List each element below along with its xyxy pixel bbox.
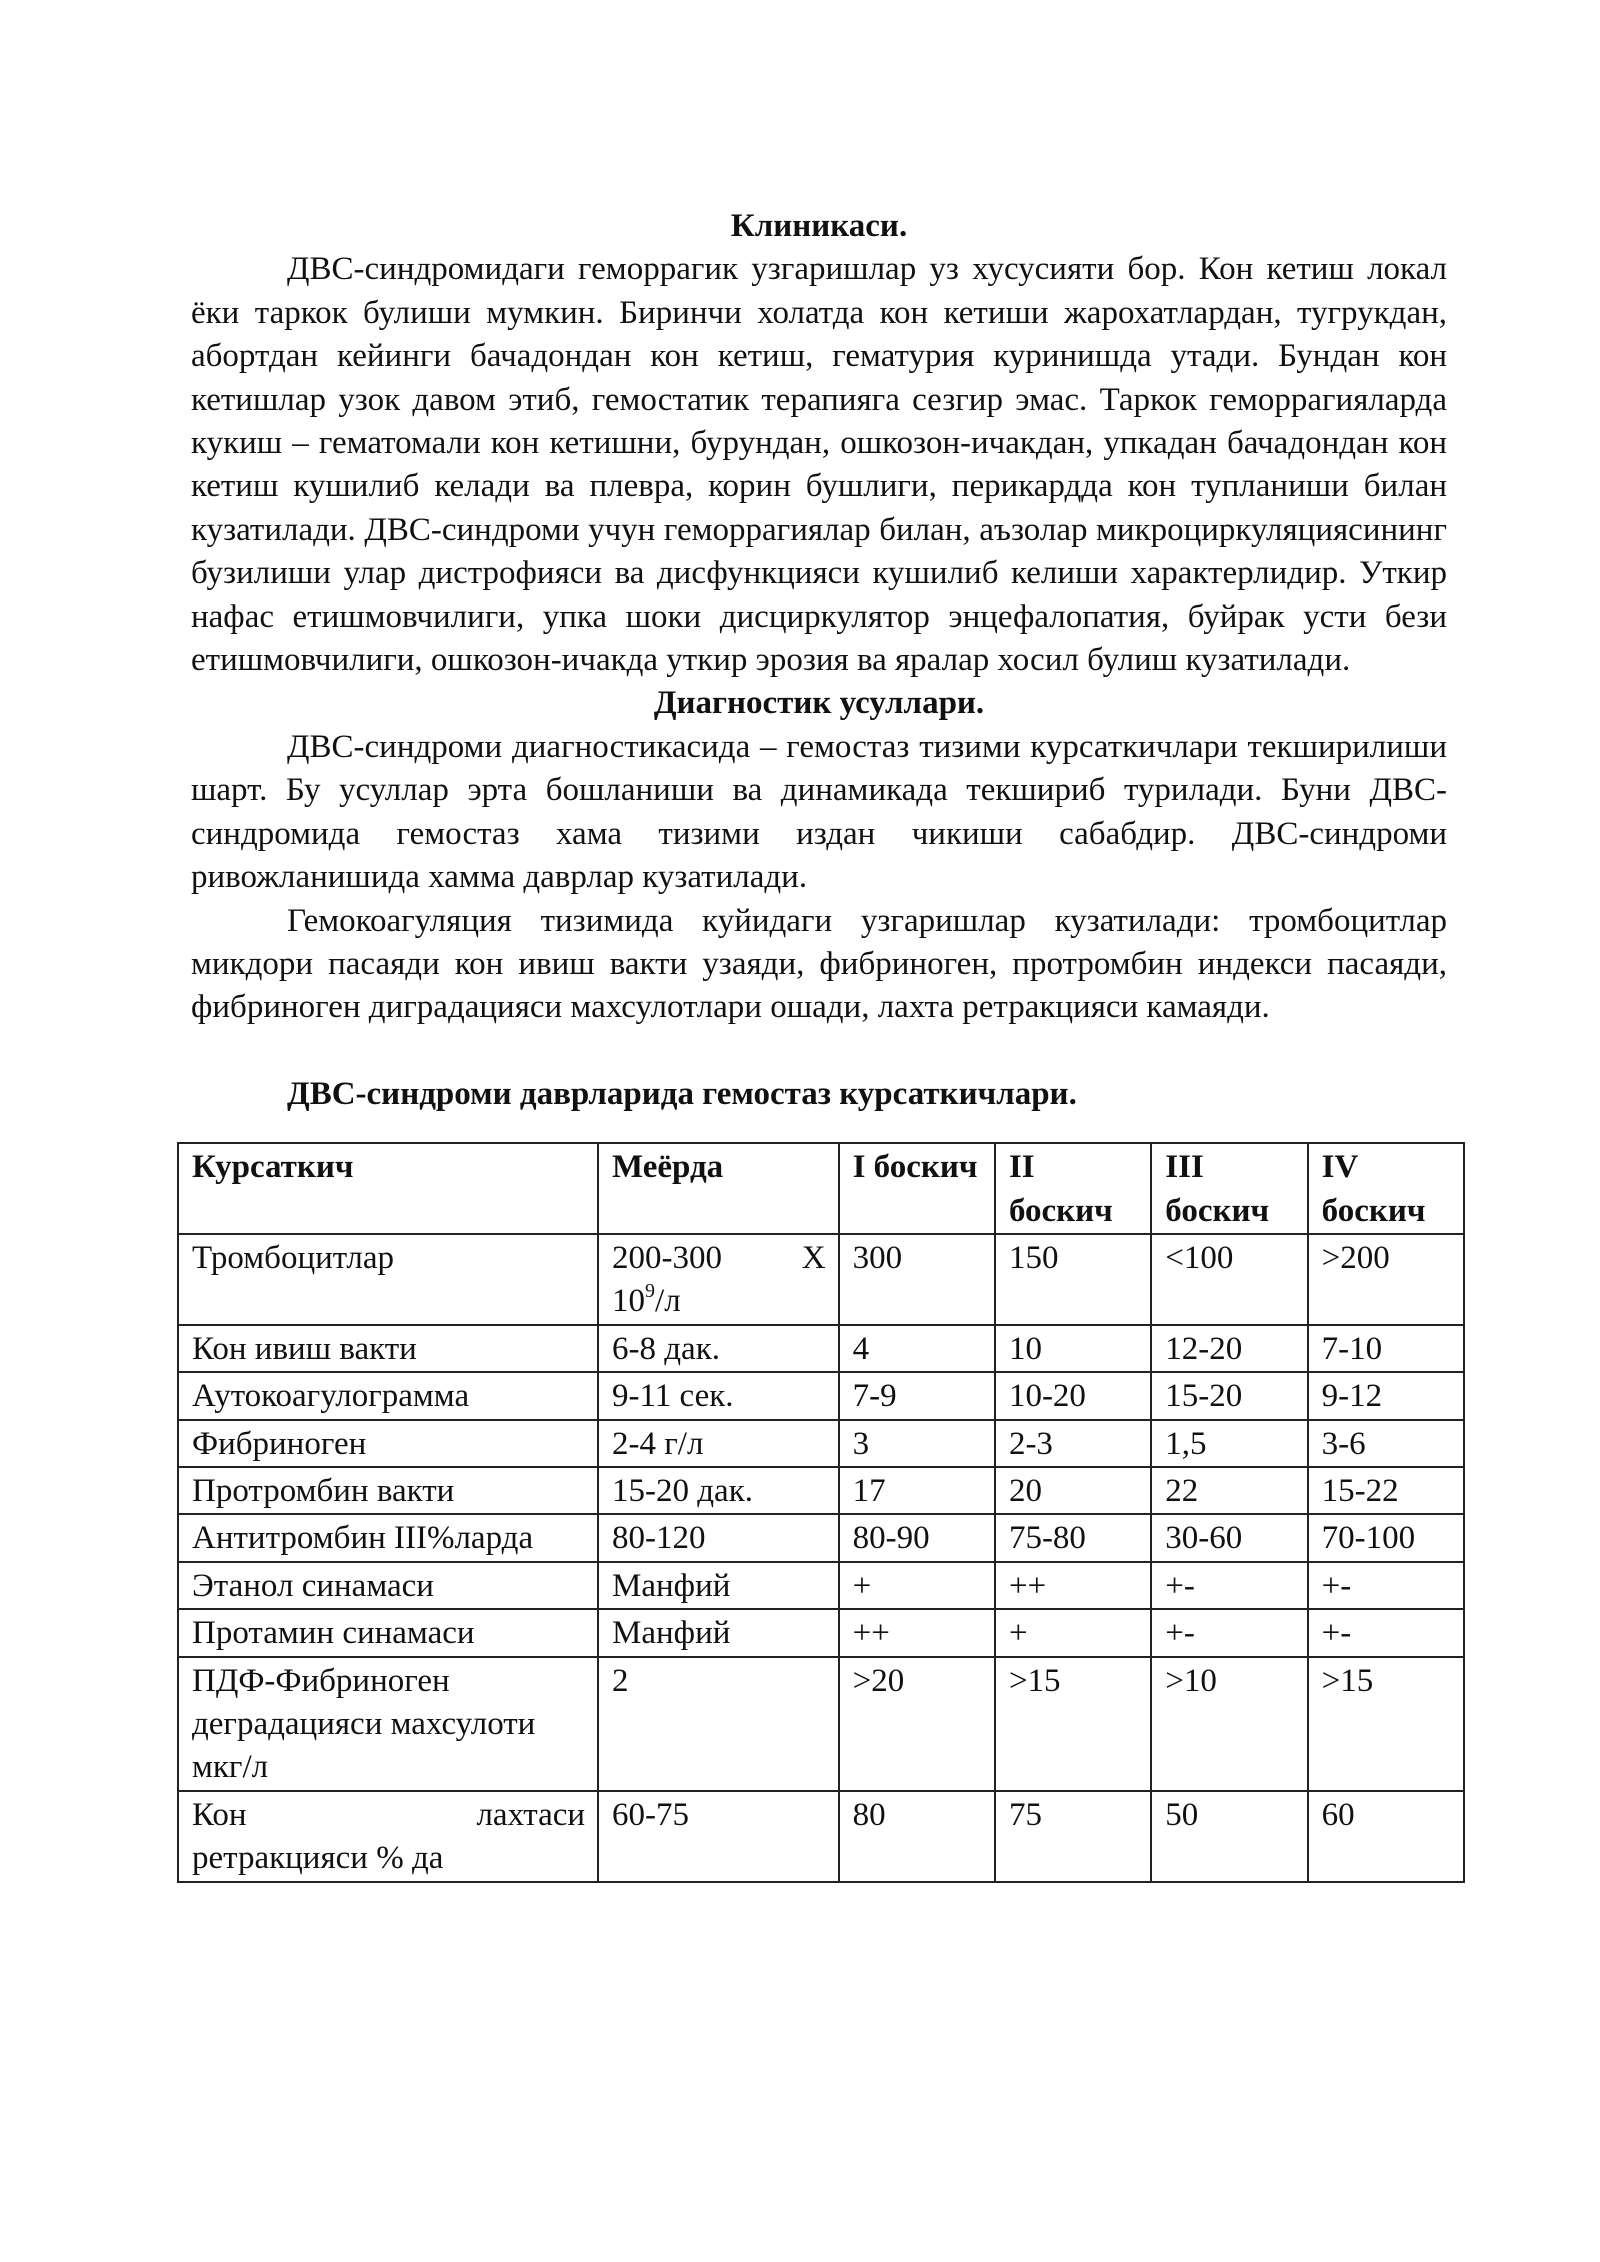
- row-stage-1: 3: [839, 1420, 995, 1467]
- header-stage-1: I боскич: [839, 1143, 995, 1234]
- row-norm: Манфий: [598, 1562, 839, 1609]
- row-stage-2: 2-3: [995, 1420, 1151, 1467]
- row-stage-4: 3-6: [1308, 1420, 1464, 1467]
- row-stage-3: 30-60: [1151, 1514, 1307, 1561]
- row-stage-2: 10-20: [995, 1372, 1151, 1419]
- row-stage-1: 4: [839, 1325, 995, 1372]
- row-stage-3: >10: [1151, 1657, 1307, 1791]
- table-row: [178, 1791, 1464, 1882]
- header-stage-2: II боскич: [995, 1143, 1151, 1234]
- diagnostics-paragraph-2: Гемокоагуляция тизимида куйидаги узгаришлар кузатилади: тромбоцитлар микдори пасаяди кон ивиш вакти узаяди, фибриноген, протромбин индекси пасаяди, фибриноген диградацияси махсулотлари ошади, лахта ретракцияси камаяди.: [191, 902, 1447, 1026]
- header-norm: Меёрда: [598, 1143, 839, 1234]
- row-stage-1: 7-9: [839, 1372, 995, 1419]
- row-norm: 9-11 сек.: [598, 1372, 839, 1419]
- row-indicator-line-2: ретракцияси % да: [192, 1840, 444, 1877]
- row-stage-2: 75-80: [995, 1514, 1151, 1561]
- norm-unit: /л: [655, 1283, 681, 1320]
- diagnostics-heading: Диагностик усуллари.: [653, 685, 985, 722]
- header-stage-4: IV боскич: [1308, 1143, 1464, 1234]
- row-norm: 15-20 дак.: [598, 1467, 839, 1514]
- row-indicator: Этанол синамаси: [178, 1562, 598, 1609]
- norm-range: 200-300: [612, 1239, 723, 1276]
- row-stage-3: <100: [1151, 1234, 1307, 1325]
- row-stage-2: 150: [995, 1234, 1151, 1325]
- row-stage-1: >20: [839, 1657, 995, 1791]
- table-row: [178, 1609, 1464, 1656]
- row-stage-4: 9-12: [1308, 1372, 1464, 1419]
- row-stage-3: 1,5: [1151, 1420, 1307, 1467]
- table-row: [178, 1420, 1464, 1467]
- row-stage-3: +-: [1151, 1562, 1307, 1609]
- table-row: [178, 1562, 1464, 1609]
- row-norm: Манфий: [598, 1609, 839, 1656]
- table-header-row: [178, 1143, 1464, 1234]
- norm-exponent: 9: [645, 1280, 656, 1303]
- table-title: ДВС-синдроми даврларида гемостаз курсаткичлари.: [287, 1075, 1077, 1112]
- row-indicator: Протромбин вакти: [178, 1467, 598, 1514]
- table-row: [178, 1234, 1464, 1325]
- row-stage-2: ++: [995, 1562, 1151, 1609]
- row-stage-2: 20: [995, 1467, 1151, 1514]
- table-row: [178, 1467, 1464, 1514]
- row-stage-1: 300: [839, 1234, 995, 1325]
- row-stage-1: 80-90: [839, 1514, 995, 1561]
- row-stage-3: 15-20: [1151, 1372, 1307, 1419]
- row-indicator: ПДФ-Фибриноген деградацияси махсулоти мкг/л: [178, 1657, 598, 1791]
- row-stage-1: +: [839, 1562, 995, 1609]
- row-stage-4: 60: [1308, 1791, 1464, 1882]
- row-stage-4: >15: [1308, 1657, 1464, 1791]
- row-stage-4: 15-22: [1308, 1467, 1464, 1514]
- row-indicator: Аутокоагулограмма: [178, 1372, 598, 1419]
- row-stage-2: 10: [995, 1325, 1151, 1372]
- row-norm: 80-120: [598, 1514, 839, 1561]
- row-stage-3: 50: [1151, 1791, 1307, 1882]
- norm-multiplier: X: [801, 1239, 826, 1276]
- row-stage-3: 12-20: [1151, 1325, 1307, 1372]
- row-indicator: [178, 1791, 598, 1882]
- row-stage-4: +-: [1308, 1609, 1464, 1656]
- row-stage-3: +-: [1151, 1609, 1307, 1656]
- row-stage-4: >200: [1308, 1234, 1464, 1325]
- row-indicator-line-1: Кон лахтаси: [192, 1796, 586, 1833]
- row-indicator: Протамин синамаси: [178, 1609, 598, 1656]
- table-row: [178, 1514, 1464, 1561]
- row-norm: 6-8 дак.: [598, 1325, 839, 1372]
- row-stage-4: +-: [1308, 1562, 1464, 1609]
- row-stage-3: 22: [1151, 1467, 1307, 1514]
- row-stage-2: 75: [995, 1791, 1151, 1882]
- row-stage-4: 7-10: [1308, 1325, 1464, 1372]
- clinic-paragraph: ДВС-синдромидаги геморрагик узгаришлар уз хусусияти бор. Кон кетиш локал ёки таркок булиши мумкин. Биринчи холатда кон кетиши жарохатлардан, тугрукдан, абортдан кейинги бачадондан кон кетиш, гематурия куринишда утади. Бундан кон кетишлар узок давом этиб, гемостатик терапияга сезгир эмас. Таркок геморрагияларда кукиш – гематомали кон кетишни, бурундан, ошкозон-ичакдан, упкадан бачадондан кон кетиш кушилиб келади ва плевра, корин бушлиги, перикардда кон тупланиши билан кузатилади. ДВС-синдроми учун геморрагиялар билан, аъзолар микроциркуляциясининг бузилиши улар дистрофияси ва дисфункцияси кушилиб келиши характерлидир. Уткир нафас етишмовчилиги, упка шоки дисциркулятор энцефалопатия, буйрак усти бези етишмовчилиги, ошкозон-ичакда уткир эрозия ва яралар хосил булиш кузатилади.: [191, 251, 1447, 679]
- row-stage-1: ++: [839, 1609, 995, 1656]
- row-stage-2: +: [995, 1609, 1151, 1656]
- header-indicator: Курсаткич: [178, 1143, 598, 1234]
- header-stage-3: III боскич: [1151, 1143, 1307, 1234]
- row-norm: [598, 1234, 839, 1325]
- row-indicator: Тромбоцитлар: [178, 1234, 598, 1325]
- clinic-heading: Клиникаси.: [730, 208, 908, 244]
- row-norm: 2-4 г/л: [598, 1420, 839, 1467]
- row-indicator: Фибриноген: [178, 1420, 598, 1467]
- row-indicator: Кон ивиш вакти: [178, 1325, 598, 1372]
- row-stage-1: 80: [839, 1791, 995, 1882]
- row-stage-1: 17: [839, 1467, 995, 1514]
- table-row: [178, 1372, 1464, 1419]
- hemostasis-table: [177, 1142, 1465, 1883]
- row-stage-4: 70-100: [1308, 1514, 1464, 1561]
- diagnostics-paragraph-1: ДВС-синдроми диагностикасида – гемостаз тизими курсаткичлари текширилиши шарт. Бу усуллар эрта бошланиши ва динамикада текшириб турилади. Буни ДВС-синдромида гемостаз хама тизими издан чикиши сабабдир. ДВС-синдроми ривожланишида хамма даврлар кузатилади.: [191, 728, 1447, 896]
- row-stage-2: >15: [995, 1657, 1151, 1791]
- row-norm: 2: [598, 1657, 839, 1791]
- row-norm: 60-75: [598, 1791, 839, 1882]
- document-page: [191, 205, 1447, 1883]
- table-row: [178, 1657, 1464, 1791]
- table-row: [178, 1325, 1464, 1372]
- row-indicator: Антитромбин III%ларда: [178, 1514, 598, 1561]
- norm-base: 10: [612, 1283, 646, 1320]
